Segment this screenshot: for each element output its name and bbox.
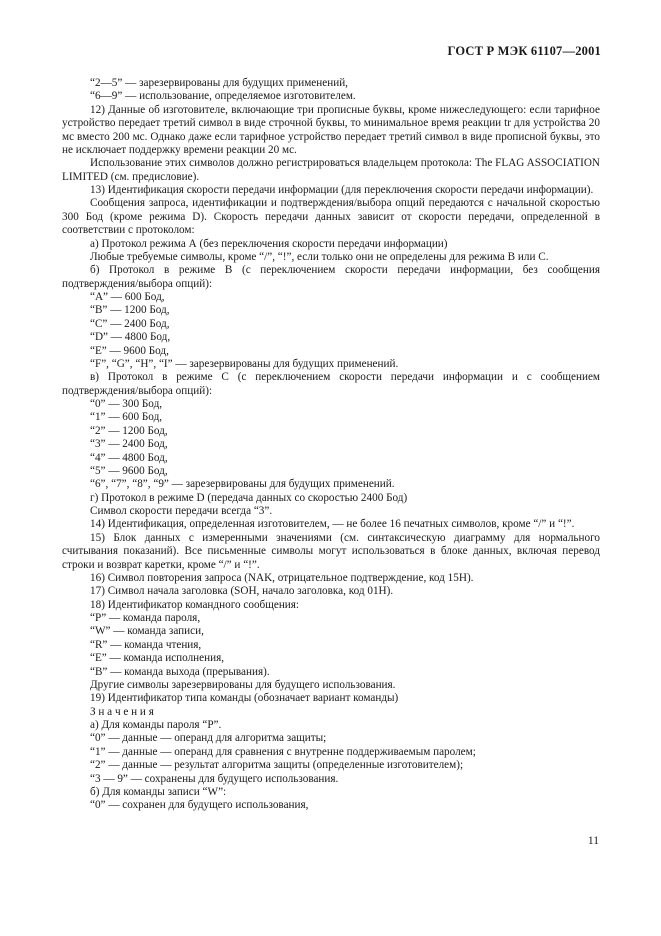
paragraph: Сообщения запроса, идентификации и подтверждения/выбора опций передаются с начальной скоростью 300 Бод (кроме режима D). Скорость передачи данных зависит от скорости передачи, определенной в соответствии с протоколом:: [62, 197, 600, 237]
paragraph: 17) Символ начала заголовка (SOH, начало заголовка, код 01Н).: [90, 585, 394, 598]
page-number: 11: [587, 835, 599, 847]
paragraph: Любые требуемые символы, кроме “/”, “!”, если только они не определены для режима В или С.: [90, 250, 549, 263]
paragraph: б) Протокол в режиме В (с переключением скорости передачи информации, без сообщения подтверждения/выбора опций):: [62, 264, 600, 290]
paragraph: “С” — 2400 Бод,: [90, 317, 170, 330]
paragraph: “6”, “7”, “8”, “9” — зарезервированы для будущих применений.: [90, 478, 395, 491]
paragraph: З н а ч е н и я: [90, 705, 154, 718]
paragraph: “D” — 4800 Бод,: [90, 331, 171, 344]
paragraph: “5” — 9600 Бод,: [90, 464, 168, 477]
paragraph: “А” — 600 Бод,: [90, 291, 165, 303]
paragraph: а) Протокол режима А (без переключения скорости передачи информации): [90, 237, 448, 250]
paragraph: 13) Идентификация скорости передачи информации (для переключения скорости передачи информации).: [90, 184, 594, 196]
paragraph: “В” — команда выхода (прерывания).: [90, 665, 270, 678]
paragraph: “R” — команда чтения,: [90, 638, 202, 651]
paragraph: 14) Идентификация, определенная изготовителем, — не более 16 печатных символов, кроме “/” и “!”.: [90, 518, 575, 531]
paragraph: “1” — 600 Бод,: [90, 411, 163, 424]
paragraph: “6—9” — использование, определяемое изготовителем.: [90, 90, 356, 103]
paragraph: 12) Данные об изготовителе, включающие три прописные буквы, кроме нижеследующего: если тарифное устройство передает третий символ в виде строчной буквы, то минимальное время реакции tr для устройства 20 мс вместо 200 мс. Однако даже если тарифное устройство передает третий символ в виде прописной буквы, это не исключает поддержку времени реакции 20 мс.: [62, 103, 600, 156]
paragraph: “4” — 4800 Бод,: [90, 451, 168, 464]
paragraph: 15) Блок данных с измеренными значениями (см. синтаксическую диаграмму для нормального считывания показаний). Все письменные символы могут использоваться в блоке данных, включая перевод строки и возврат каретки, кроме “/” и “!”.: [62, 531, 600, 571]
paragraph: “0” — данные — операнд для алгоритма защиты;: [90, 732, 327, 745]
paragraph: “2—5” — зарезервированы для будущих применений,: [90, 77, 348, 89]
paragraph: “Р” — команда пароля,: [90, 612, 201, 624]
paragraph: в) Протокол в режиме С (с переключением скорости передачи информации и с сообщением подтверждения/выбора опций):: [62, 371, 600, 397]
paragraph: “2” — данные — результат алгоритма защиты (определенные изготовителем);: [90, 759, 464, 772]
paragraph: “3” — 2400 Бод,: [90, 438, 168, 451]
page-header: ГОСТ Р МЭК 61107—2001: [447, 44, 601, 58]
paragraph: Использование этих символов должно регистрироваться владельцем протокола: The FLAG ASSOCIATION LIMITED (см. предисловие).: [62, 157, 600, 183]
paragraph: “3 — 9” — сохранены для будущего использования.: [90, 772, 339, 785]
paragraph: 19) Идентификатор типа команды (обозначает вариант команды): [90, 692, 399, 705]
paragraph: “F”, “G”, “H”, “I” — зарезервированы для будущих применений.: [90, 357, 399, 370]
paragraph: Символ скорости передачи всегда “3”.: [90, 505, 273, 517]
paragraph: “2” — 1200 Бод,: [90, 424, 168, 437]
paragraph: “W” — команда записи,: [90, 625, 204, 638]
paragraph: 18) Идентификатор командного сообщения:: [90, 598, 300, 611]
paragraph: “1” — данные — операнд для сравнения с внутренне поддерживаемым паролем;: [90, 745, 476, 758]
paragraph: г) Протокол в режиме D (передача данных со скоростью 2400 Бод): [90, 491, 408, 504]
paragraph: “В” — 1200 Бод,: [90, 304, 170, 317]
document-body: [62, 77, 600, 813]
paragraph: а) Для команды пароля “Р”.: [90, 719, 222, 731]
paragraph: “Е” — команда исполнения,: [90, 652, 225, 665]
paragraph: 16) Символ повторения запроса (NAK, отрицательное подтверждение, код 15Н).: [90, 571, 474, 584]
paragraph: Другие символы зарезервированы для будущего использования.: [90, 678, 396, 691]
paragraph: “Е” — 9600 Бод,: [90, 344, 169, 357]
paragraph: “0” — 300 Бод,: [90, 398, 163, 410]
paragraph: б) Для команды записи “W”:: [90, 785, 227, 798]
paragraph: “0” — сохранен для будущего использования,: [90, 799, 309, 812]
